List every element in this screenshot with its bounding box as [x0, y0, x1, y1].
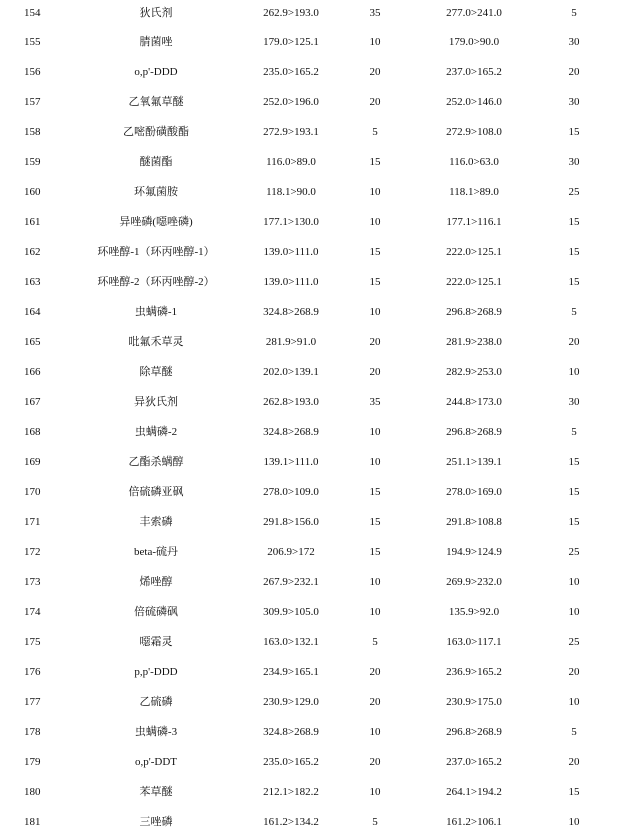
row-number: 175	[24, 636, 41, 648]
row-number: 178	[24, 726, 41, 738]
row-number: 163	[24, 276, 41, 288]
compound-name: beta-硫丹	[134, 546, 178, 558]
table-row	[0, 89, 623, 119]
compound-name: 环唑醇-2（环丙唑醇-2）	[97, 276, 215, 288]
table-row	[0, 329, 623, 359]
quant-collision-energy: 15	[369, 156, 381, 168]
row-number: 181	[24, 816, 41, 828]
table-row	[0, 449, 623, 479]
quant-collision-energy: 10	[369, 306, 381, 318]
compound-name: 环唑醇-1（环丙唑醇-1）	[97, 246, 215, 258]
quant-collision-energy: 20	[369, 696, 381, 708]
qual-collision-energy: 30	[568, 396, 580, 408]
quant-ion-pair: 324.8>268.9	[263, 726, 319, 738]
qual-ion-pair: 269.9>232.0	[446, 576, 502, 588]
table-row	[0, 59, 623, 89]
quant-ion-pair: 267.9>232.1	[263, 576, 319, 588]
row-number: 167	[24, 396, 41, 408]
table-row	[0, 389, 623, 419]
compound-name: 丰索磷	[139, 516, 173, 528]
quant-collision-energy: 10	[369, 36, 381, 48]
quant-ion-pair: 262.8>193.0	[263, 396, 319, 408]
qual-ion-pair: 281.9>238.0	[446, 336, 502, 348]
qual-ion-pair: 161.2>106.1	[446, 816, 502, 828]
compound-name: 环氟菌胺	[134, 186, 178, 198]
quant-collision-energy: 20	[369, 666, 381, 678]
quant-ion-pair: 281.9>91.0	[265, 336, 317, 348]
quant-collision-energy: 15	[369, 276, 381, 288]
quant-ion-pair: 116.0>89.0	[266, 156, 316, 168]
qual-collision-energy: 5	[571, 426, 577, 438]
qual-ion-pair: 264.1>194.2	[446, 786, 502, 798]
quant-collision-energy: 10	[369, 426, 381, 438]
compound-name: 异狄氏剂	[134, 396, 178, 408]
qual-collision-energy: 15	[568, 216, 580, 228]
quant-collision-energy: 10	[369, 606, 381, 618]
row-number: 173	[24, 576, 41, 588]
quant-collision-energy: 35	[369, 7, 381, 19]
qual-collision-energy: 10	[568, 366, 580, 378]
qual-collision-energy: 5	[571, 7, 577, 19]
qual-collision-energy: 15	[568, 486, 580, 498]
table-row	[0, 119, 623, 149]
qual-collision-energy: 5	[571, 726, 577, 738]
table-row	[0, 779, 623, 809]
quant-ion-pair: 291.8>156.0	[263, 516, 319, 528]
row-number: 155	[24, 36, 41, 48]
table-row	[0, 629, 623, 659]
compound-name: 三唑磷	[139, 816, 173, 828]
table-row	[0, 239, 623, 269]
compound-name: 倍硫磷砜	[134, 606, 178, 618]
quant-collision-energy: 20	[369, 66, 381, 78]
compound-name: 异唑磷(噁唑磷)	[119, 216, 193, 228]
table-row	[0, 479, 623, 509]
qual-ion-pair: 282.9>253.0	[446, 366, 502, 378]
table-row	[0, 299, 623, 329]
qual-collision-energy: 25	[568, 636, 580, 648]
row-number: 165	[24, 336, 41, 348]
compound-name: 苯草醚	[139, 786, 173, 798]
compound-name: 腈菌唑	[139, 36, 173, 48]
quant-collision-energy: 35	[369, 396, 381, 408]
compound-name: 噁霜灵	[139, 636, 173, 648]
quant-ion-pair: 177.1>130.0	[263, 216, 319, 228]
qual-collision-energy: 20	[568, 336, 580, 348]
quant-collision-energy: 10	[369, 726, 381, 738]
quant-ion-pair: 202.0>139.1	[263, 366, 319, 378]
row-number: 170	[24, 486, 41, 498]
qual-ion-pair: 291.8>108.8	[446, 516, 502, 528]
compound-name: o,p'-DDD	[134, 66, 178, 78]
qual-ion-pair: 244.8>173.0	[446, 396, 502, 408]
quant-ion-pair: 163.0>132.1	[263, 636, 319, 648]
qual-collision-energy: 25	[568, 546, 580, 558]
qual-ion-pair: 272.9>108.0	[446, 126, 502, 138]
compound-name: 虫螨磷-2	[134, 426, 178, 438]
quant-ion-pair: 234.9>165.1	[263, 666, 319, 678]
qual-collision-energy: 30	[568, 96, 580, 108]
row-number: 180	[24, 786, 41, 798]
qual-ion-pair: 278.0>169.0	[446, 486, 502, 498]
row-number: 168	[24, 426, 41, 438]
qual-ion-pair: 194.9>124.9	[446, 546, 502, 558]
row-number: 162	[24, 246, 41, 258]
qual-ion-pair: 296.8>268.9	[446, 726, 502, 738]
quant-collision-energy: 20	[369, 756, 381, 768]
table-row	[0, 209, 623, 239]
quant-collision-energy: 15	[369, 546, 381, 558]
quant-ion-pair: 235.0>165.2	[263, 66, 319, 78]
compound-name: 烯唑醇	[139, 576, 173, 588]
table-row	[0, 509, 623, 539]
quant-collision-energy: 5	[372, 636, 378, 648]
quant-ion-pair: 179.0>125.1	[263, 36, 319, 48]
table-row	[0, 29, 623, 59]
table-row	[0, 0, 623, 29]
quant-ion-pair: 278.0>109.0	[263, 486, 319, 498]
quant-ion-pair: 324.8>268.9	[263, 306, 319, 318]
qual-collision-energy: 10	[568, 816, 580, 828]
compound-name: 虫螨磷-3	[134, 726, 178, 738]
quant-ion-pair: 252.0>196.0	[263, 96, 319, 108]
compound-name: 除草醚	[139, 366, 173, 378]
row-number: 159	[24, 156, 41, 168]
quant-ion-pair: 118.1>90.0	[266, 186, 316, 198]
qual-ion-pair: 296.8>268.9	[446, 426, 502, 438]
compound-name: 乙酯杀螨醇	[128, 456, 184, 468]
table-row	[0, 569, 623, 599]
row-number: 158	[24, 126, 41, 138]
qual-ion-pair: 237.0>165.2	[446, 756, 502, 768]
quant-collision-energy: 10	[369, 786, 381, 798]
quant-collision-energy: 15	[369, 516, 381, 528]
qual-collision-energy: 10	[568, 606, 580, 618]
row-number: 172	[24, 546, 41, 558]
quant-ion-pair: 139.0>111.0	[263, 246, 319, 258]
row-number: 169	[24, 456, 41, 468]
table-row	[0, 179, 623, 209]
qual-collision-energy: 20	[568, 666, 580, 678]
quant-ion-pair: 212.1>182.2	[263, 786, 319, 798]
qual-collision-energy: 15	[568, 276, 580, 288]
table-row	[0, 359, 623, 389]
row-number: 154	[24, 7, 41, 19]
compound-name: 狄氏剂	[139, 7, 173, 19]
row-number: 161	[24, 216, 41, 228]
compound-name: 吡氟禾草灵	[128, 336, 184, 348]
qual-ion-pair: 277.0>241.0	[446, 7, 502, 19]
quant-ion-pair: 161.2>134.2	[263, 816, 319, 828]
qual-ion-pair: 236.9>165.2	[446, 666, 502, 678]
qual-ion-pair: 222.0>125.1	[446, 276, 502, 288]
compound-name: 醚菌酯	[139, 156, 173, 168]
quant-collision-energy: 15	[369, 486, 381, 498]
quant-collision-energy: 5	[372, 816, 378, 828]
compound-name: 虫螨磷-1	[134, 306, 178, 318]
quant-ion-pair: 309.9>105.0	[263, 606, 319, 618]
qual-collision-energy: 15	[568, 786, 580, 798]
quant-collision-energy: 10	[369, 456, 381, 468]
row-number: 171	[24, 516, 41, 528]
table-row	[0, 269, 623, 299]
qual-ion-pair: 118.1>89.0	[449, 186, 499, 198]
qual-collision-energy: 30	[568, 36, 580, 48]
qual-collision-energy: 15	[568, 456, 580, 468]
qual-collision-energy: 5	[571, 306, 577, 318]
quant-ion-pair: 262.9>193.0	[263, 7, 319, 19]
qual-collision-energy: 10	[568, 576, 580, 588]
qual-ion-pair: 222.0>125.1	[446, 246, 502, 258]
quant-ion-pair: 139.1>111.0	[263, 456, 319, 468]
compound-name: 乙嘧酚磺酸酯	[123, 126, 189, 138]
table-row	[0, 539, 623, 569]
quant-ion-pair: 139.0>111.0	[263, 276, 319, 288]
qual-collision-energy: 15	[568, 516, 580, 528]
quant-collision-energy: 20	[369, 96, 381, 108]
quant-ion-pair: 272.9>193.1	[263, 126, 319, 138]
row-number: 176	[24, 666, 41, 678]
quant-ion-pair: 235.0>165.2	[263, 756, 319, 768]
row-number: 177	[24, 696, 41, 708]
table-row	[0, 659, 623, 689]
table-row	[0, 719, 623, 749]
qual-ion-pair: 230.9>175.0	[446, 696, 502, 708]
qual-ion-pair: 237.0>165.2	[446, 66, 502, 78]
quant-ion-pair: 324.8>268.9	[263, 426, 319, 438]
quant-collision-energy: 20	[369, 336, 381, 348]
quant-collision-energy: 10	[369, 576, 381, 588]
qual-ion-pair: 135.9>92.0	[448, 606, 500, 618]
qual-ion-pair: 177.1>116.1	[446, 216, 502, 228]
row-number: 156	[24, 66, 41, 78]
quant-collision-energy: 20	[369, 366, 381, 378]
qual-ion-pair: 296.8>268.9	[446, 306, 502, 318]
row-number: 166	[24, 366, 41, 378]
qual-collision-energy: 10	[568, 696, 580, 708]
qual-collision-energy: 20	[568, 66, 580, 78]
row-number: 179	[24, 756, 41, 768]
row-number: 164	[24, 306, 41, 318]
quant-ion-pair: 230.9>129.0	[263, 696, 319, 708]
quant-collision-energy: 10	[369, 186, 381, 198]
compound-name: 乙氧氟草醚	[128, 96, 184, 108]
table-row	[0, 749, 623, 779]
compound-name: 倍硫磷亚砜	[128, 486, 184, 498]
compound-name: o,p'-DDT	[134, 756, 178, 768]
qual-ion-pair: 251.1>139.1	[446, 456, 502, 468]
compound-name: p,p'-DDD	[134, 666, 178, 678]
qual-collision-energy: 30	[568, 156, 580, 168]
table-row	[0, 599, 623, 629]
table-row	[0, 149, 623, 179]
table-row	[0, 419, 623, 449]
compound-name: 乙硫磷	[139, 696, 173, 708]
quant-collision-energy: 10	[369, 216, 381, 228]
qual-collision-energy: 20	[568, 756, 580, 768]
row-number: 174	[24, 606, 41, 618]
qual-collision-energy: 15	[568, 246, 580, 258]
qual-collision-energy: 25	[568, 186, 580, 198]
qual-ion-pair: 252.0>146.0	[446, 96, 502, 108]
qual-ion-pair: 163.0>117.1	[446, 636, 502, 648]
quant-collision-energy: 15	[369, 246, 381, 258]
row-number: 160	[24, 186, 41, 198]
quant-ion-pair: 206.9>172	[267, 546, 315, 558]
row-number: 157	[24, 96, 41, 108]
table-row	[0, 689, 623, 719]
qual-ion-pair: 179.0>90.0	[448, 36, 500, 48]
qual-collision-energy: 15	[568, 126, 580, 138]
table-row	[0, 809, 623, 839]
qual-ion-pair: 116.0>63.0	[449, 156, 499, 168]
quant-collision-energy: 5	[372, 126, 378, 138]
